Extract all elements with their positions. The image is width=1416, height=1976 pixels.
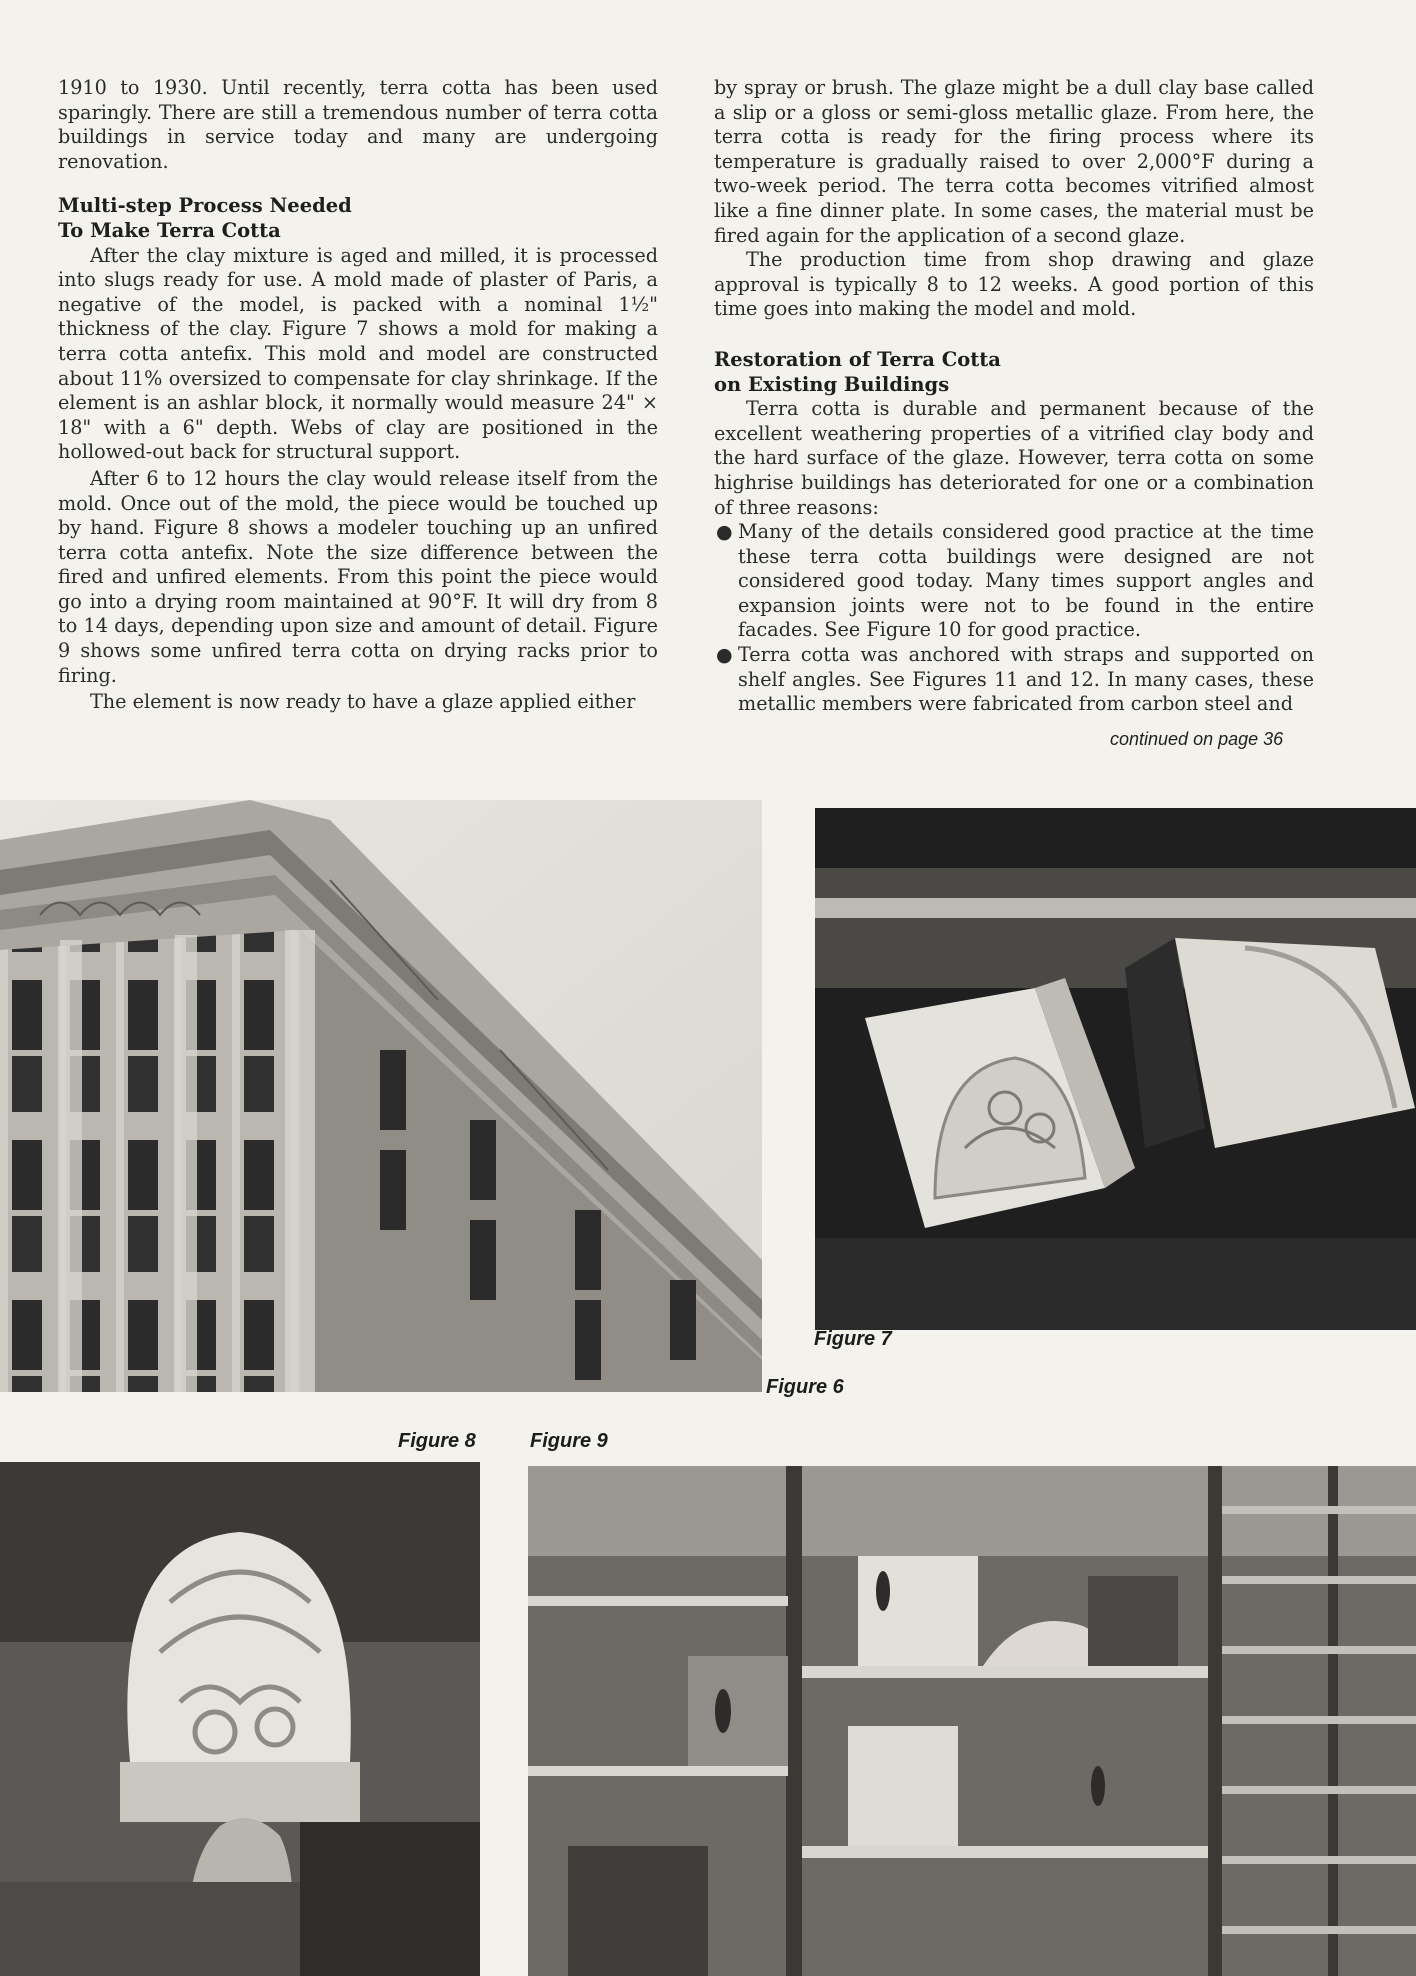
list-item-text: Terra cotta was anchored with straps and supported on shelf angles. See Figures 11 and 12. In many cases, these metallic members were fabricated from carbon steel and <box>738 643 1314 716</box>
list-item <box>714 643 1314 717</box>
paragraph: After the clay mixture is aged and milled, it is processed into slugs ready for use. A mold made of plaster of Paris, a negative of the model, is packed with a nominal 1½" thickness of the clay. Figure 7 shows a mold for making a terra cotta antefix. This mold and model are constructed about 11% oversized to compensate for clay shrinkage. If the element is an ashlar block, it normally would measure 24" × 18" with a 6" depth. Webs of clay are positioned in the hollowed-out back for structural support. <box>58 243 658 464</box>
bullet-list <box>714 520 1314 717</box>
section-heading <box>714 348 1314 397</box>
right-text-column <box>714 76 1314 717</box>
bullet-icon: ● <box>716 521 733 544</box>
heading-line: Multi-step Process Needed <box>58 194 352 218</box>
heading-line: To Make Terra Cotta <box>58 218 281 242</box>
paragraph: After 6 to 12 hours the clay would release itself from the mold. Once out of the mold, the piece would be touched up by hand. Figure 8 shows a modeler touching up an unfired terra cotta antefix. Note the size difference between the fired and unfired elements. From this point the piece would go into a drying room maintained at 90°F. It will dry from 8 to 14 days, depending upon size and amount of detail. Figure 9 shows some unfired terra cotta on drying racks prior to firing. <box>58 466 658 687</box>
paragraph: The production time from shop drawing and glaze approval is typically 8 to 12 weeks. A good portion of this time goes into making the model and mold. <box>714 248 1314 321</box>
figure-6-photo <box>0 800 762 1392</box>
figure-9-caption: Figure 9 <box>530 1430 608 1452</box>
list-item-text: Many of the details considered good practice at the time these terra cotta buildings were designed are not considered good today. Many times support angles and expansion joints were not to be found in the entire facades. See Figure 10 for good practice. <box>738 520 1314 642</box>
figure-7-caption: Figure 7 <box>814 1328 892 1350</box>
figure-9-photo <box>528 1466 1416 1976</box>
figure-8-caption: Figure 8 <box>398 1430 476 1452</box>
list-item <box>714 520 1314 643</box>
figure-8-photo <box>0 1462 480 1976</box>
continued-note: continued on page 36 <box>1110 729 1284 749</box>
figure-6-caption: Figure 6 <box>766 1376 844 1398</box>
figure-7-photo <box>815 808 1416 1330</box>
section-heading <box>58 194 658 243</box>
paragraph: The element is now ready to have a glaze applied either <box>90 690 636 714</box>
heading-line: Restoration of Terra Cotta <box>714 347 1001 371</box>
left-text-column <box>58 76 658 715</box>
paragraph: Terra cotta is durable and permanent because of the excellent weathering properties of a vitrified clay body and the hard surface of the glaze. However, terra cotta on some highrise buildings has deteriorated for one or a combination of three reasons: <box>714 397 1314 519</box>
heading-line: on Existing Buildings <box>714 372 950 396</box>
paragraph: by spray or brush. The glaze might be a dull clay base called a slip or a gloss or semi-gloss metallic glaze. From here, the terra cotta is ready for the firing process where its temperature is gradually raised to over 2,000°F during a two-week period. The terra cotta becomes vitrified almost like a fine dinner plate. In some cases, the material must be fired again for the application of a second glaze. <box>714 76 1314 247</box>
paragraph: 1910 to 1930. Until recently, terra cotta has been used sparingly. There are still a tremendous number of terra cotta buildings in service today and many are undergoing renovation. <box>58 76 658 173</box>
bullet-icon: ● <box>716 644 733 667</box>
